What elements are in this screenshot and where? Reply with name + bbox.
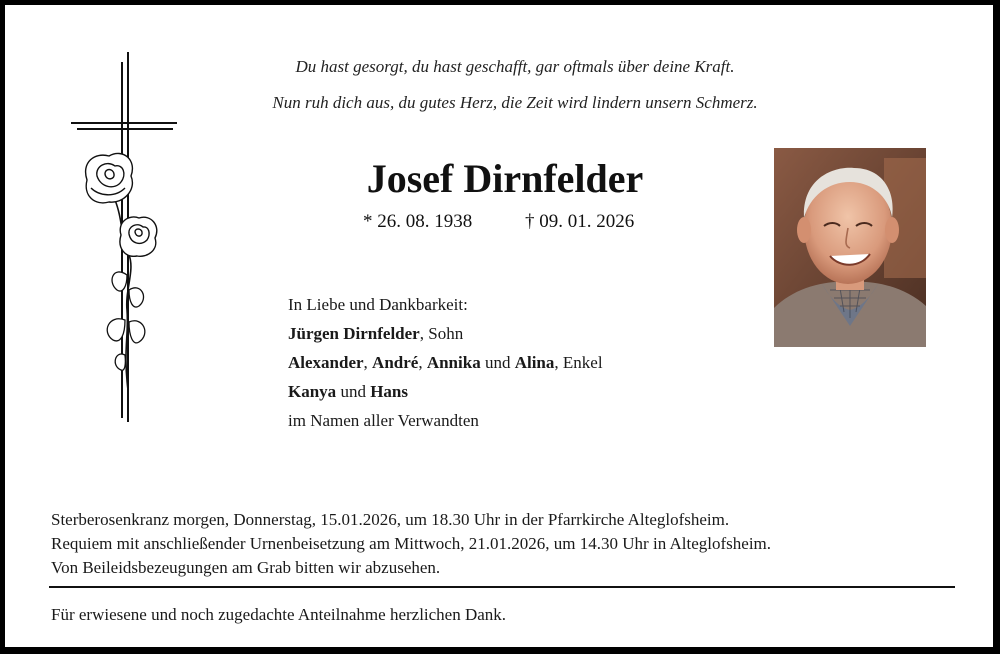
signers-intro: In Liebe und Dankbarkeit: <box>288 295 468 314</box>
thanks-note: Für erwiesene und noch zugedachte Anteilnahme herzlichen Dank. <box>51 605 507 624</box>
grandchild-name: Alexander <box>288 353 364 372</box>
signers-closing: im Namen aller Verwandten <box>288 411 479 430</box>
cross-with-roses-icon <box>65 50 185 430</box>
requiem-note: Requiem mit anschließender Urnenbeisetzung am Mittwoch, 21.01.2026, um 14.30 Uhr in Alteglofsheim. <box>51 534 772 553</box>
son-role: , Sohn <box>419 324 464 343</box>
signer-grandchildren <box>288 348 603 377</box>
grandchild-name: Annika <box>426 353 481 372</box>
separator: , <box>418 353 427 372</box>
divider <box>49 586 955 588</box>
signers-block <box>288 290 603 435</box>
other-name: Kanya <box>288 382 337 401</box>
obituary-card <box>5 5 993 647</box>
verse-line-1: Du hast gesorgt, du hast geschafft, gar oftmals über deine Kraft. <box>295 57 735 76</box>
deceased-name: Josef Dirnfelder <box>366 156 644 201</box>
son-name: Jürgen Dirnfelder <box>288 324 420 343</box>
separator: , <box>363 353 373 372</box>
separator: und <box>336 382 371 401</box>
other-name: Hans <box>370 382 408 401</box>
service-notes <box>51 508 771 580</box>
signer-son <box>288 319 603 348</box>
grandchild-name: André <box>372 353 419 372</box>
portrait-photo <box>774 148 926 347</box>
grandchildren-role: , Enkel <box>554 353 603 372</box>
verse-line-2: Nun ruh dich aus, du gutes Herz, die Zeit wird lindern unsern Schmerz. <box>272 93 758 112</box>
separator: und <box>480 353 515 372</box>
signer-others <box>288 377 603 406</box>
condolence-note: Von Beileidsbezeugungen am Grab bitten wir abzusehen. <box>51 558 441 577</box>
death-date: † 09. 01. 2026 <box>525 211 635 232</box>
rosary-note: Sterberosenkranz morgen, Donnerstag, 15.01.2026, um 18.30 Uhr in der Pfarrkirche Alteglofsheim. <box>51 510 730 529</box>
portrait-image <box>774 148 926 347</box>
birth-date: * 26. 08. 1938 <box>363 211 473 232</box>
grandchild-name: Alina <box>514 353 555 372</box>
